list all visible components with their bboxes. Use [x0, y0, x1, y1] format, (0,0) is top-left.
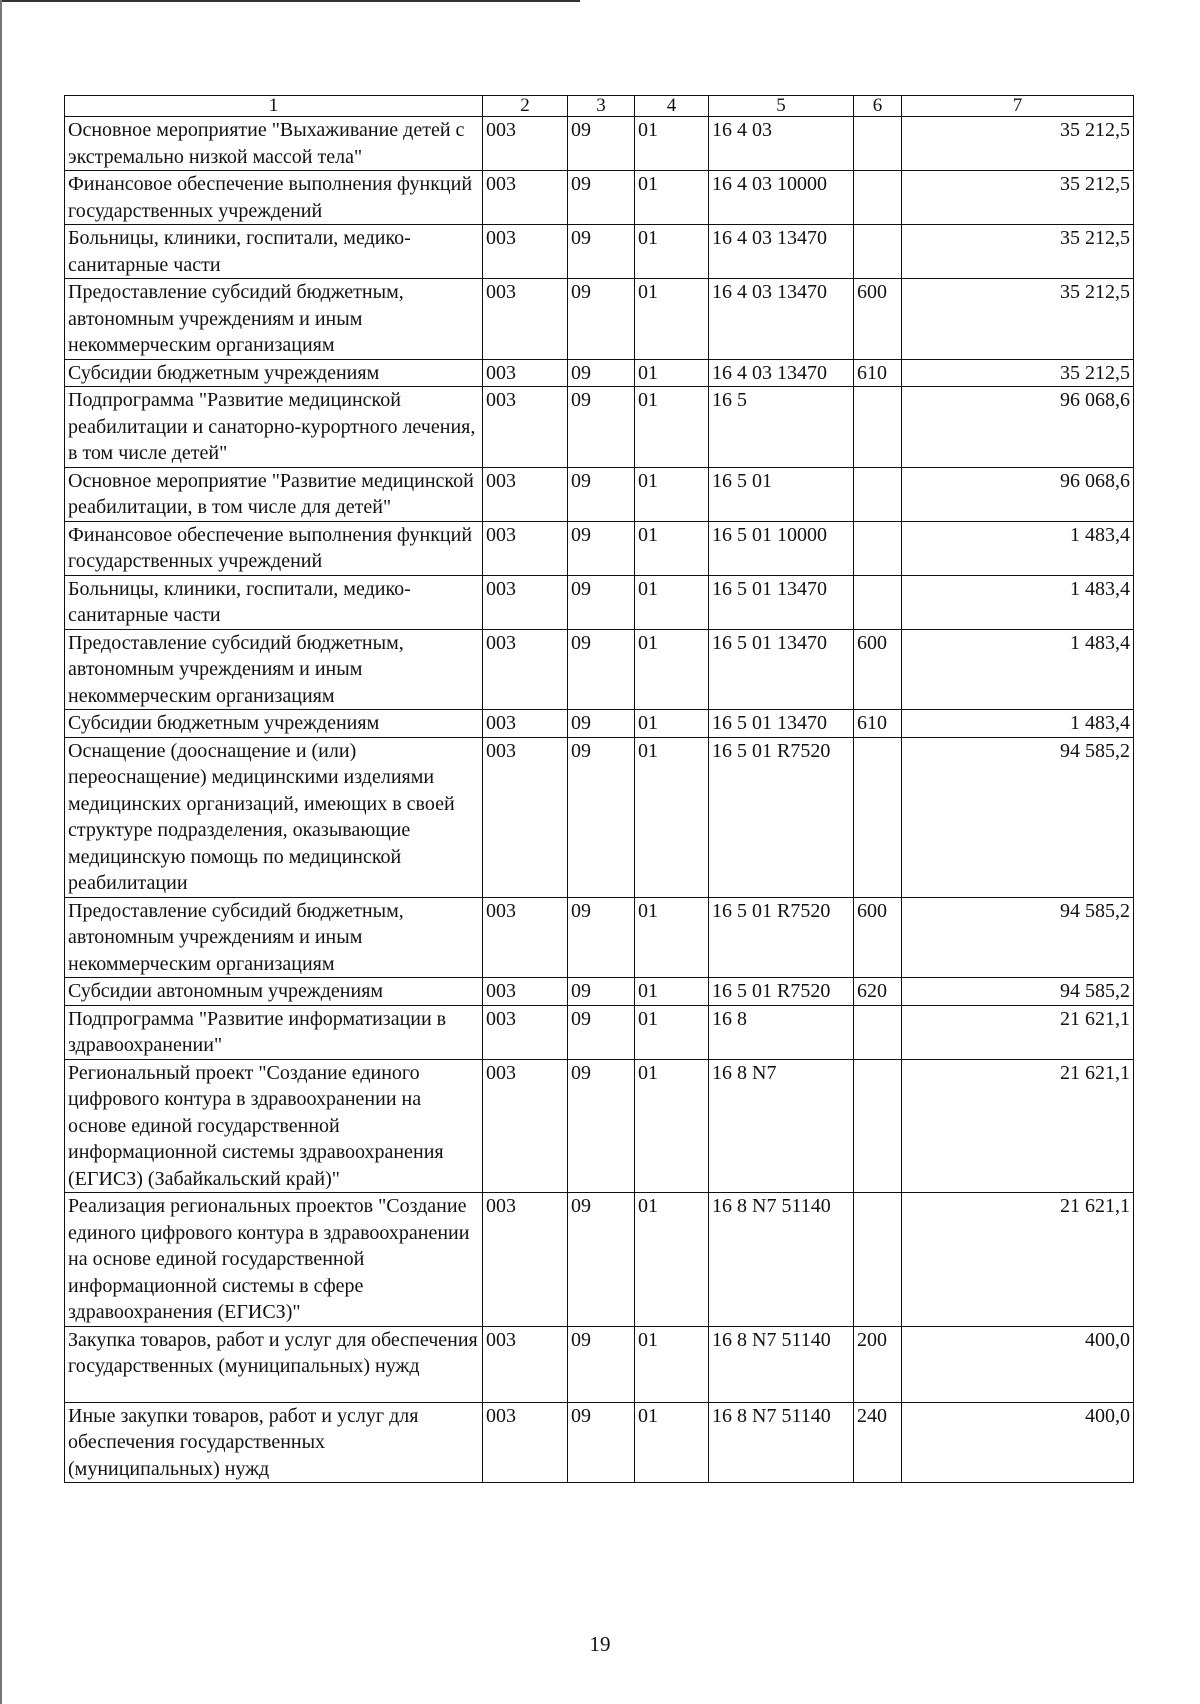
table-row	[65, 737, 1134, 897]
table-row	[65, 171, 1134, 225]
cell-code-expense-type	[854, 1193, 902, 1327]
cell-code-expense-type	[854, 225, 902, 279]
table-row	[65, 387, 1134, 468]
cell-amount: 400,0	[902, 1402, 1134, 1483]
cell-code-target: 16 4 03 13470	[709, 225, 854, 279]
cell-item-name: Финансовое обеспечение выполнения функций государственных учреждений	[65, 521, 483, 575]
cell-code-expense-type: 600	[854, 629, 902, 710]
cell-code-expense-type	[854, 575, 902, 629]
cell-item-name: Предоставление субсидий бюджетным, автономным учреждениям и иным некоммерческим организациям	[65, 279, 483, 360]
cell-code-subsection: 01	[635, 897, 709, 978]
cell-code-target: 16 5 01 R7520	[709, 978, 854, 1006]
cell-item-name: Финансовое обеспечение выполнения функций государственных учреждений	[65, 171, 483, 225]
table-row	[65, 1059, 1134, 1193]
cell-amount: 96 068,6	[902, 467, 1134, 521]
cell-code-section: 09	[568, 629, 635, 710]
cell-item-name: Региональный проект "Создание единого цифрового контура в здравоохранении на основе единой государственной информационной системы здравоохранения (ЕГИСЗ) (Забайкальский край)"	[65, 1059, 483, 1193]
cell-code-grbs: 003	[483, 978, 568, 1006]
cell-code-expense-type	[854, 467, 902, 521]
cell-item-name: Субсидии бюджетным учреждениям	[65, 710, 483, 738]
cell-code-expense-type	[854, 1059, 902, 1193]
cell-item-name: Основное мероприятие "Выхаживание детей с экстремально низкой массой тела"	[65, 117, 483, 171]
cell-code-target: 16 4 03 13470	[709, 359, 854, 387]
cell-item-name: Оснащение (дооснащение и (или) переоснащение) медицинскими изделиями медицинских организаций, имеющих в своей структуре подразделения, оказывающие медицинскую помощь по медицинской реабилитации	[65, 737, 483, 897]
cell-code-grbs: 003	[483, 467, 568, 521]
cell-amount: 1 483,4	[902, 521, 1134, 575]
cell-code-target: 16 4 03	[709, 117, 854, 171]
cell-code-section: 09	[568, 359, 635, 387]
cell-code-section: 09	[568, 387, 635, 468]
cell-code-subsection: 01	[635, 279, 709, 360]
cell-code-target: 16 5 01 10000	[709, 521, 854, 575]
cell-code-subsection: 01	[635, 1005, 709, 1059]
cell-code-section: 09	[568, 575, 635, 629]
cell-code-section: 09	[568, 978, 635, 1006]
cell-code-target: 16 5 01 13470	[709, 575, 854, 629]
cell-code-target: 16 5 01 R7520	[709, 897, 854, 978]
cell-code-section: 09	[568, 1326, 635, 1402]
cell-code-section: 09	[568, 897, 635, 978]
cell-code-subsection: 01	[635, 710, 709, 738]
cell-code-subsection: 01	[635, 978, 709, 1006]
cell-code-subsection: 01	[635, 1326, 709, 1402]
cell-code-grbs: 003	[483, 387, 568, 468]
cell-code-expense-type	[854, 521, 902, 575]
cell-code-section: 09	[568, 1005, 635, 1059]
table-row	[65, 467, 1134, 521]
cell-code-grbs: 003	[483, 1326, 568, 1402]
cell-code-target: 16 5 01 13470	[709, 629, 854, 710]
cell-code-expense-type: 610	[854, 359, 902, 387]
cell-code-section: 09	[568, 117, 635, 171]
cell-code-section: 09	[568, 1059, 635, 1193]
cell-amount: 400,0	[902, 1326, 1134, 1402]
cell-code-grbs: 003	[483, 117, 568, 171]
cell-item-name: Предоставление субсидий бюджетным, автономным учреждениям и иным некоммерческим организациям	[65, 629, 483, 710]
scan-edge-left	[0, 0, 2, 1704]
cell-code-section: 09	[568, 521, 635, 575]
cell-amount: 94 585,2	[902, 737, 1134, 897]
cell-amount: 21 621,1	[902, 1193, 1134, 1327]
cell-code-target: 16 5 01 13470	[709, 710, 854, 738]
table-row	[65, 521, 1134, 575]
cell-code-section: 09	[568, 1402, 635, 1483]
cell-code-section: 09	[568, 279, 635, 360]
cell-code-subsection: 01	[635, 521, 709, 575]
cell-code-section: 09	[568, 1193, 635, 1327]
cell-item-name: Предоставление субсидий бюджетным, автономным учреждениям и иным некоммерческим организациям	[65, 897, 483, 978]
cell-code-expense-type: 200	[854, 1326, 902, 1402]
cell-code-expense-type: 600	[854, 279, 902, 360]
cell-item-name: Иные закупки товаров, работ и услуг для обеспечения государственных (муниципальных) нужд	[65, 1402, 483, 1483]
scan-edge-top	[0, 0, 580, 2]
cell-code-subsection: 01	[635, 1193, 709, 1327]
cell-code-grbs: 003	[483, 279, 568, 360]
cell-amount: 94 585,2	[902, 897, 1134, 978]
table-row	[65, 897, 1134, 978]
cell-code-target: 16 8	[709, 1005, 854, 1059]
header-col-4: 4	[635, 96, 709, 117]
cell-code-expense-type	[854, 171, 902, 225]
cell-code-subsection: 01	[635, 737, 709, 897]
cell-code-expense-type	[854, 117, 902, 171]
cell-code-grbs: 003	[483, 897, 568, 978]
cell-code-grbs: 003	[483, 1402, 568, 1483]
cell-code-target: 16 5	[709, 387, 854, 468]
cell-amount: 96 068,6	[902, 387, 1134, 468]
cell-code-subsection: 01	[635, 387, 709, 468]
header-col-7: 7	[902, 96, 1134, 117]
table-row	[65, 1402, 1134, 1483]
cell-code-grbs: 003	[483, 359, 568, 387]
header-col-5: 5	[709, 96, 854, 117]
budget-table	[64, 95, 1134, 1483]
cell-amount: 21 621,1	[902, 1059, 1134, 1193]
cell-amount: 94 585,2	[902, 978, 1134, 1006]
cell-code-target: 16 8 N7 51140	[709, 1402, 854, 1483]
header-row	[65, 96, 1134, 117]
cell-code-section: 09	[568, 467, 635, 521]
cell-code-expense-type	[854, 737, 902, 897]
cell-code-grbs: 003	[483, 629, 568, 710]
cell-code-grbs: 003	[483, 1005, 568, 1059]
cell-code-section: 09	[568, 171, 635, 225]
table-row	[65, 710, 1134, 738]
header-col-2: 2	[483, 96, 568, 117]
cell-amount: 35 212,5	[902, 359, 1134, 387]
cell-code-subsection: 01	[635, 225, 709, 279]
cell-amount: 35 212,5	[902, 117, 1134, 171]
cell-code-expense-type: 620	[854, 978, 902, 1006]
cell-amount: 35 212,5	[902, 171, 1134, 225]
cell-code-target: 16 4 03 13470	[709, 279, 854, 360]
cell-code-target: 16 8 N7 51140	[709, 1326, 854, 1402]
cell-code-target: 16 4 03 10000	[709, 171, 854, 225]
cell-code-target: 16 5 01 R7520	[709, 737, 854, 897]
cell-item-name: Подпрограмма "Развитие информатизации в здравоохранении"	[65, 1005, 483, 1059]
cell-code-section: 09	[568, 737, 635, 897]
table-row	[65, 629, 1134, 710]
cell-item-name: Закупка товаров, работ и услуг для обеспечения государственных (муниципальных) нужд	[65, 1326, 483, 1402]
cell-item-name: Больницы, клиники, госпитали, медико-санитарные части	[65, 225, 483, 279]
cell-code-subsection: 01	[635, 1402, 709, 1483]
table-row	[65, 279, 1134, 360]
cell-code-section: 09	[568, 710, 635, 738]
cell-item-name: Больницы, клиники, госпитали, медико-санитарные части	[65, 575, 483, 629]
cell-amount: 1 483,4	[902, 629, 1134, 710]
cell-amount: 1 483,4	[902, 710, 1134, 738]
cell-code-grbs: 003	[483, 225, 568, 279]
table-row	[65, 359, 1134, 387]
cell-amount: 21 621,1	[902, 1005, 1134, 1059]
cell-code-subsection: 01	[635, 171, 709, 225]
cell-code-target: 16 5 01	[709, 467, 854, 521]
cell-amount: 1 483,4	[902, 575, 1134, 629]
cell-code-grbs: 003	[483, 575, 568, 629]
cell-code-grbs: 003	[483, 1193, 568, 1327]
cell-code-subsection: 01	[635, 359, 709, 387]
cell-item-name: Реализация региональных проектов "Создание единого цифрового контура в здравоохранении на основе единой государственной информационной системы в сфере здравоохранения (ЕГИСЗ)"	[65, 1193, 483, 1327]
table-body	[65, 117, 1134, 1483]
header-col-3: 3	[568, 96, 635, 117]
cell-amount: 35 212,5	[902, 225, 1134, 279]
cell-code-grbs: 003	[483, 171, 568, 225]
page-number: 19	[589, 1632, 611, 1656]
cell-code-section: 09	[568, 225, 635, 279]
cell-code-subsection: 01	[635, 629, 709, 710]
cell-code-expense-type: 610	[854, 710, 902, 738]
cell-code-expense-type	[854, 1005, 902, 1059]
cell-amount: 35 212,5	[902, 279, 1134, 360]
table-row	[65, 225, 1134, 279]
table-row	[65, 117, 1134, 171]
cell-code-target: 16 8 N7	[709, 1059, 854, 1193]
cell-code-subsection: 01	[635, 117, 709, 171]
cell-code-grbs: 003	[483, 710, 568, 738]
cell-item-name: Подпрограмма "Развитие медицинской реабилитации и санаторно-курортного лечения, в том числе детей"	[65, 387, 483, 468]
cell-code-grbs: 003	[483, 1059, 568, 1193]
cell-code-subsection: 01	[635, 1059, 709, 1193]
cell-code-grbs: 003	[483, 737, 568, 897]
cell-item-name: Субсидии автономным учреждениям	[65, 978, 483, 1006]
cell-code-subsection: 01	[635, 575, 709, 629]
cell-code-target: 16 8 N7 51140	[709, 1193, 854, 1327]
table-row	[65, 1193, 1134, 1327]
cell-code-grbs: 003	[483, 521, 568, 575]
table-row	[65, 1326, 1134, 1402]
cell-code-expense-type	[854, 387, 902, 468]
table-row	[65, 978, 1134, 1006]
cell-item-name: Субсидии бюджетным учреждениям	[65, 359, 483, 387]
table-row	[65, 1005, 1134, 1059]
header-col-1: 1	[65, 96, 483, 117]
table-row	[65, 575, 1134, 629]
cell-code-subsection: 01	[635, 467, 709, 521]
header-col-6: 6	[854, 96, 902, 117]
cell-code-expense-type: 600	[854, 897, 902, 978]
cell-item-name: Основное мероприятие "Развитие медицинской реабилитации, в том числе для детей"	[65, 467, 483, 521]
cell-code-expense-type: 240	[854, 1402, 902, 1483]
